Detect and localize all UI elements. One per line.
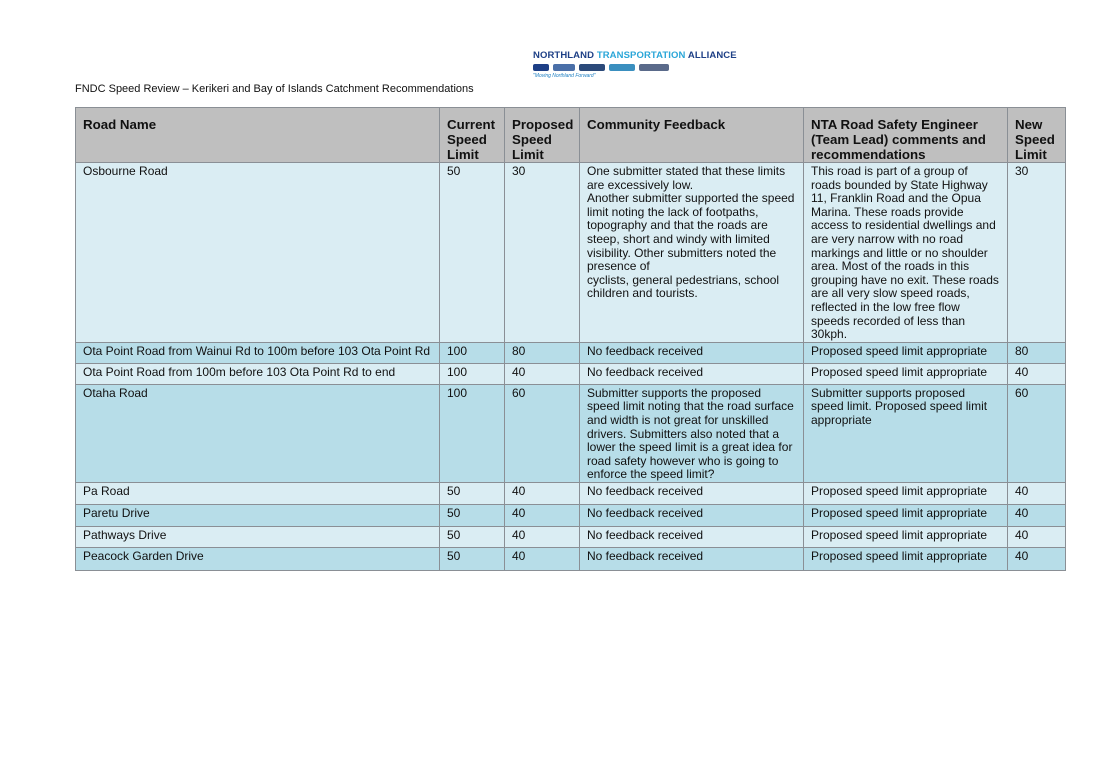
cell-road-name: Peacock Garden Drive xyxy=(76,547,440,570)
table-row xyxy=(76,482,1066,504)
cell-new-limit: 60 xyxy=(1008,384,1066,482)
cell-proposed-limit: 40 xyxy=(505,482,580,504)
partner-logo-icon xyxy=(609,64,635,71)
cell-new-limit: 40 xyxy=(1008,482,1066,504)
cell-road-name: Otaha Road xyxy=(76,384,440,482)
cell-new-limit: 40 xyxy=(1008,363,1066,384)
logo-text-transportation: TRANSPORTATION xyxy=(596,50,686,61)
table-row xyxy=(76,363,1066,384)
logo-tagline: "Moving Northland Forward" xyxy=(533,73,596,79)
partner-logo-icon xyxy=(579,64,605,71)
header-road-name: Road Name xyxy=(76,108,440,163)
cell-current-limit: 100 xyxy=(440,342,505,363)
cell-engineer-comments: Proposed speed limit appropriate xyxy=(804,526,1008,547)
cell-current-limit: 50 xyxy=(440,504,505,526)
cell-engineer-comments: Proposed speed limit appropriate xyxy=(804,547,1008,570)
header-community-feedback: Community Feedback xyxy=(580,108,804,163)
cell-proposed-limit: 30 xyxy=(505,163,580,343)
cell-engineer-comments: Submitter supports proposed speed limit. Proposed speed limit appropriate xyxy=(804,384,1008,482)
cell-engineer-comments: This road is part of a group of roads bounded by State Highway 11, Franklin Road and the Opua Marina. These roads provide access to residential dwellings and are very narrow with no road markings and little or no shoulder area. Most of the roads in this grouping have no exit. These roads are all very slow speed roads, reflected in the low free flow speeds recorded of less than 30kph. xyxy=(804,163,1008,343)
header-proposed-speed-limit: Proposed Speed Limit xyxy=(505,108,580,163)
cell-community-feedback: One submitter stated that these limits are excessively low. Another submitter supported the speed limit noting the lack of footpaths, topography and that the roads are steep, short and windy with limited visibility. Other submitters noted the presence of cyclists, general pedestrians, school children and tourists. xyxy=(580,163,804,343)
cell-community-feedback: No feedback received xyxy=(580,363,804,384)
cell-new-limit: 30 xyxy=(1008,163,1066,343)
header-new-speed-limit: New Speed Limit xyxy=(1008,108,1066,163)
cell-current-limit: 50 xyxy=(440,163,505,343)
cell-new-limit: 80 xyxy=(1008,342,1066,363)
cell-community-feedback: No feedback received xyxy=(580,526,804,547)
cell-community-feedback: No feedback received xyxy=(580,504,804,526)
cell-new-limit: 40 xyxy=(1008,526,1066,547)
partner-logo-icon xyxy=(553,64,575,71)
logo-title xyxy=(533,50,737,61)
table-row xyxy=(76,384,1066,482)
cell-road-name: Osbourne Road xyxy=(76,163,440,343)
cell-new-limit: 40 xyxy=(1008,547,1066,570)
cell-community-feedback: Submitter supports the proposed speed limit noting that the road surface and width is not great for unskilled drivers. Submitters also noted that a lower the speed limit is a great idea for road safety however who is going to enforce the speed limit? xyxy=(580,384,804,482)
cell-proposed-limit: 40 xyxy=(505,526,580,547)
cell-road-name: Paretu Drive xyxy=(76,504,440,526)
partner-logos xyxy=(533,63,703,72)
cell-proposed-limit: 40 xyxy=(505,504,580,526)
cell-proposed-limit: 80 xyxy=(505,342,580,363)
cell-engineer-comments: Proposed speed limit appropriate xyxy=(804,482,1008,504)
nta-logo xyxy=(533,50,737,82)
cell-community-feedback: No feedback received xyxy=(580,342,804,363)
cell-road-name: Pa Road xyxy=(76,482,440,504)
cell-proposed-limit: 40 xyxy=(505,363,580,384)
cell-proposed-limit: 60 xyxy=(505,384,580,482)
cell-current-limit: 100 xyxy=(440,384,505,482)
table-row xyxy=(76,526,1066,547)
partner-logo-icon xyxy=(639,64,669,71)
header-current-speed-limit: Current Speed Limit xyxy=(440,108,505,163)
table-row xyxy=(76,504,1066,526)
cell-community-feedback: No feedback received xyxy=(580,547,804,570)
cell-new-limit: 40 xyxy=(1008,504,1066,526)
header-engineer-comments: NTA Road Safety Engineer (Team Lead) comments and recommendations xyxy=(804,108,1008,163)
logo-text-alliance: ALLIANCE xyxy=(687,50,737,61)
cell-road-name: Ota Point Road from 100m before 103 Ota Point Rd to end xyxy=(76,363,440,384)
cell-road-name: Pathways Drive xyxy=(76,526,440,547)
cell-current-limit: 50 xyxy=(440,547,505,570)
cell-proposed-limit: 40 xyxy=(505,547,580,570)
speed-review-table xyxy=(75,107,1066,571)
cell-community-feedback: No feedback received xyxy=(580,482,804,504)
cell-road-name: Ota Point Road from Wainui Rd to 100m before 103 Ota Point Rd xyxy=(76,342,440,363)
cell-current-limit: 50 xyxy=(440,526,505,547)
document-title: FNDC Speed Review – Kerikeri and Bay of Islands Catchment Recommendations xyxy=(75,83,474,95)
table-header-row xyxy=(76,108,1066,163)
cell-current-limit: 100 xyxy=(440,363,505,384)
logo-text-northland: NORTHLAND xyxy=(533,50,595,61)
cell-current-limit: 50 xyxy=(440,482,505,504)
table-row xyxy=(76,342,1066,363)
partner-logo-icon xyxy=(533,64,549,71)
cell-engineer-comments: Proposed speed limit appropriate xyxy=(804,363,1008,384)
cell-engineer-comments: Proposed speed limit appropriate xyxy=(804,504,1008,526)
table-row xyxy=(76,163,1066,343)
table-row xyxy=(76,547,1066,570)
cell-engineer-comments: Proposed speed limit appropriate xyxy=(804,342,1008,363)
